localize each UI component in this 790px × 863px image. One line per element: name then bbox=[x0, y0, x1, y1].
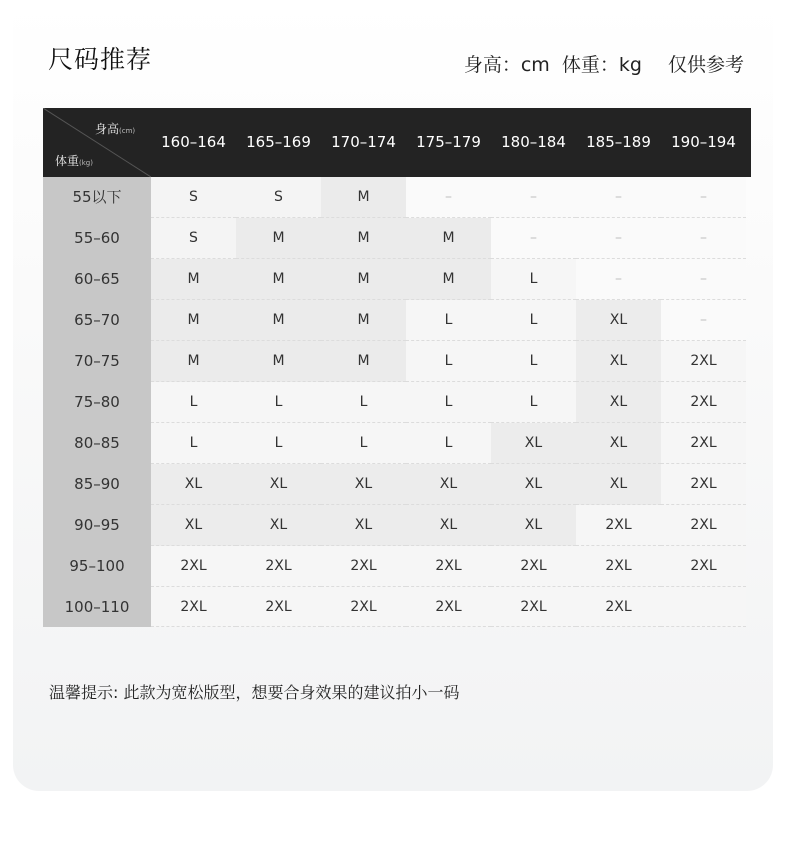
table-header bbox=[43, 108, 751, 177]
height-header-cell: 170–174 bbox=[331, 133, 396, 151]
size-cell: M bbox=[321, 341, 406, 382]
size-cell: L bbox=[236, 423, 321, 464]
size-cell: 2XL bbox=[661, 382, 746, 423]
corner-height-label: 身高(cm) bbox=[95, 122, 136, 136]
size-cell: 2XL bbox=[406, 587, 491, 627]
size-cell: XL bbox=[321, 505, 406, 546]
table-row bbox=[43, 587, 751, 627]
size-cell: XL bbox=[491, 505, 576, 546]
size-cell: XL bbox=[491, 423, 576, 464]
table-row bbox=[43, 382, 751, 423]
page-title: 尺码推荐 bbox=[48, 45, 153, 74]
table-row bbox=[43, 177, 751, 218]
size-cell: M bbox=[321, 177, 406, 218]
size-cell: M bbox=[406, 259, 491, 300]
height-unit-label: 身高：cm bbox=[463, 54, 550, 76]
size-cell: – bbox=[661, 300, 746, 341]
size-cell: M bbox=[321, 300, 406, 341]
tip-text: 温馨提示: 此款为宽松版型，想要合身效果的建议拍小一码 bbox=[49, 683, 460, 702]
size-cell: 2XL bbox=[151, 546, 236, 587]
table-row bbox=[43, 300, 751, 341]
height-header-cell: 160–164 bbox=[161, 133, 226, 151]
size-cell: M bbox=[236, 341, 321, 382]
height-header-cell: 180–184 bbox=[501, 133, 566, 151]
size-cell: XL bbox=[406, 464, 491, 505]
height-header-cells bbox=[151, 108, 746, 177]
size-cell: L bbox=[151, 423, 236, 464]
weight-cell: 55–60 bbox=[43, 218, 151, 259]
size-cell: 2XL bbox=[661, 341, 746, 382]
size-cell: XL bbox=[236, 464, 321, 505]
reference-note: 仅供参考 bbox=[667, 54, 744, 76]
table-row bbox=[43, 341, 751, 382]
size-cell bbox=[661, 587, 746, 627]
size-cell: XL bbox=[576, 382, 661, 423]
size-cell: – bbox=[576, 218, 661, 259]
weight-cell: 70–75 bbox=[43, 341, 151, 382]
size-cell: 2XL bbox=[576, 505, 661, 546]
size-cell: 2XL bbox=[491, 587, 576, 627]
size-cell: XL bbox=[491, 464, 576, 505]
table-row bbox=[43, 505, 751, 546]
size-cell: L bbox=[406, 300, 491, 341]
size-cell: – bbox=[491, 218, 576, 259]
table-row bbox=[43, 464, 751, 505]
size-cell: M bbox=[236, 218, 321, 259]
weight-cell: 60–65 bbox=[43, 259, 151, 300]
weight-cell: 80–85 bbox=[43, 423, 151, 464]
size-cell: M bbox=[236, 259, 321, 300]
size-cell: L bbox=[491, 259, 576, 300]
table-row bbox=[43, 423, 751, 464]
size-table bbox=[43, 108, 751, 627]
size-cell: – bbox=[661, 218, 746, 259]
size-cell: – bbox=[576, 177, 661, 218]
size-cell: M bbox=[406, 218, 491, 259]
size-cell: XL bbox=[236, 505, 321, 546]
size-cell: XL bbox=[576, 464, 661, 505]
size-cell: S bbox=[151, 177, 236, 218]
size-cell: – bbox=[661, 177, 746, 218]
size-cell: L bbox=[236, 382, 321, 423]
size-cell: 2XL bbox=[491, 546, 576, 587]
size-cell: 2XL bbox=[661, 546, 746, 587]
size-cell: L bbox=[491, 341, 576, 382]
height-header-cell: 190–194 bbox=[671, 133, 736, 151]
size-cell: 2XL bbox=[151, 587, 236, 627]
table-body bbox=[43, 177, 751, 627]
size-cell: XL bbox=[151, 505, 236, 546]
size-cell: M bbox=[151, 259, 236, 300]
weight-cell: 85–90 bbox=[43, 464, 151, 505]
size-cell: S bbox=[236, 177, 321, 218]
size-cell: M bbox=[151, 341, 236, 382]
size-cell: – bbox=[661, 259, 746, 300]
size-cell: 2XL bbox=[321, 546, 406, 587]
size-cell: 2XL bbox=[661, 505, 746, 546]
weight-cell: 65–70 bbox=[43, 300, 151, 341]
size-cell: XL bbox=[151, 464, 236, 505]
corner-cell bbox=[43, 108, 151, 177]
table-row bbox=[43, 259, 751, 300]
size-cell: L bbox=[321, 382, 406, 423]
size-cell: L bbox=[321, 423, 406, 464]
size-cell: 2XL bbox=[321, 587, 406, 627]
table-row bbox=[43, 218, 751, 259]
size-cell: S bbox=[151, 218, 236, 259]
size-cell: 2XL bbox=[576, 587, 661, 627]
weight-cell: 55以下 bbox=[43, 177, 151, 218]
size-cell: L bbox=[406, 341, 491, 382]
size-cell: 2XL bbox=[406, 546, 491, 587]
height-header-cell: 175–179 bbox=[416, 133, 481, 151]
size-cell: – bbox=[491, 177, 576, 218]
size-cell: L bbox=[406, 382, 491, 423]
weight-cell: 100–110 bbox=[43, 587, 151, 627]
units-note bbox=[464, 50, 744, 77]
size-cell: XL bbox=[406, 505, 491, 546]
weight-unit-label: 体重：kg bbox=[561, 54, 642, 76]
size-cell: M bbox=[321, 259, 406, 300]
size-cell: 2XL bbox=[576, 546, 661, 587]
corner-weight-label: 体重(kg) bbox=[55, 154, 93, 168]
size-cell: 2XL bbox=[236, 587, 321, 627]
size-cell: L bbox=[491, 382, 576, 423]
weight-cell: 75–80 bbox=[43, 382, 151, 423]
size-cell: L bbox=[151, 382, 236, 423]
size-cell: L bbox=[491, 300, 576, 341]
weight-cell: 95–100 bbox=[43, 546, 151, 587]
size-cell: – bbox=[406, 177, 491, 218]
weight-cell: 90–95 bbox=[43, 505, 151, 546]
size-cell: XL bbox=[576, 300, 661, 341]
size-cell: M bbox=[321, 218, 406, 259]
size-cell: M bbox=[236, 300, 321, 341]
size-cell: L bbox=[406, 423, 491, 464]
size-cell: 2XL bbox=[661, 464, 746, 505]
size-cell: M bbox=[151, 300, 236, 341]
size-cell: 2XL bbox=[236, 546, 321, 587]
table-row bbox=[43, 546, 751, 587]
size-cell: – bbox=[576, 259, 661, 300]
size-cell: 2XL bbox=[661, 423, 746, 464]
size-cell: XL bbox=[576, 341, 661, 382]
height-header-cell: 165–169 bbox=[246, 133, 311, 151]
size-cell: XL bbox=[321, 464, 406, 505]
size-cell: XL bbox=[576, 423, 661, 464]
height-header-cell: 185–189 bbox=[586, 133, 651, 151]
